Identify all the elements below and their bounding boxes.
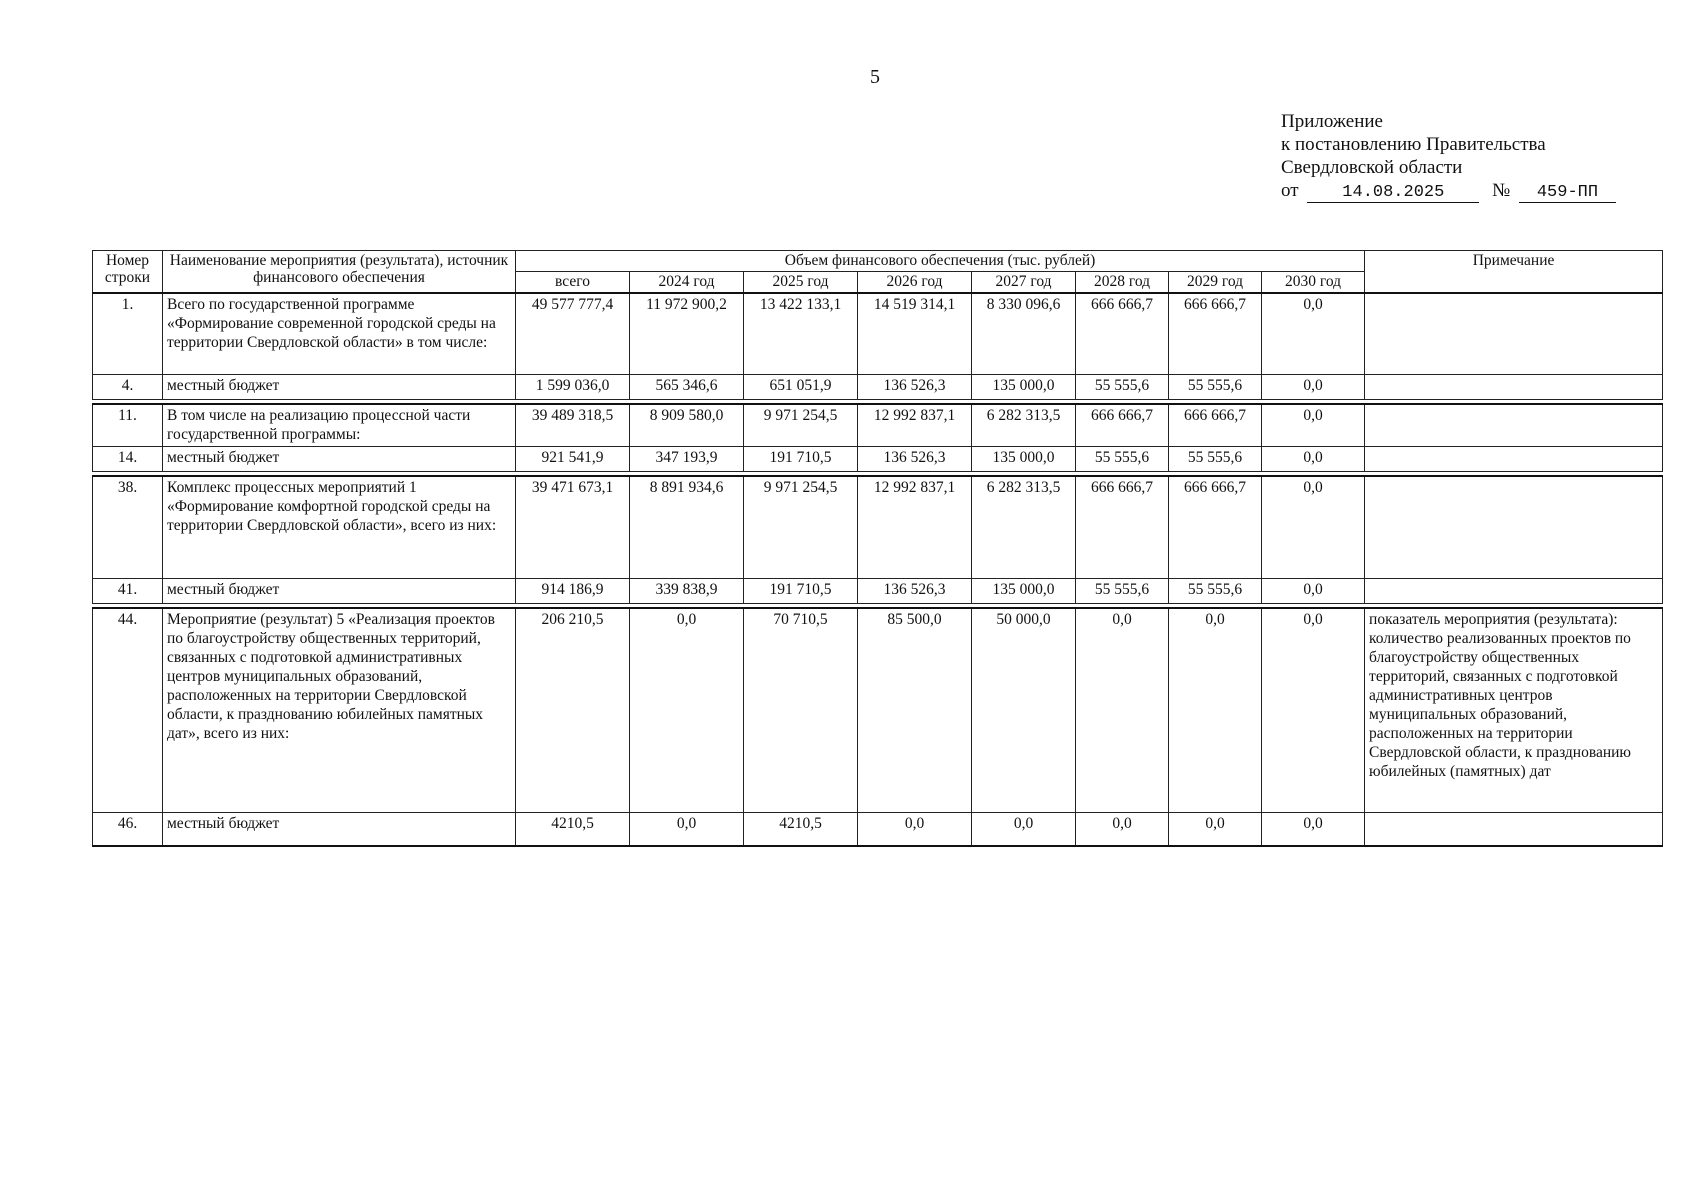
row-number: 11. — [93, 404, 163, 447]
appendix-line-2: к постановлению Правительства — [1281, 134, 1546, 155]
row-value-2025-год: 13 422 133,1 — [744, 293, 858, 375]
row-name: В том числе на реализацию процессной части государственной программы: — [163, 404, 516, 447]
table-row — [93, 813, 1663, 847]
decree-number: 459-ПП — [1519, 184, 1616, 203]
row-value-2028-год: 55 555,6 — [1076, 447, 1169, 472]
row-value-всего: 39 489 318,5 — [516, 404, 630, 447]
row-note — [1365, 293, 1663, 375]
row-value-всего: 921 541,9 — [516, 447, 630, 472]
row-value-2029-год: 55 555,6 — [1169, 579, 1262, 604]
row-value-2024-год: 339 838,9 — [630, 579, 744, 604]
row-note — [1365, 813, 1663, 847]
row-value-2028-год: 0,0 — [1076, 608, 1169, 813]
header-year-2028: 2028 год — [1076, 272, 1169, 294]
row-value-2025-год: 4210,5 — [744, 813, 858, 847]
table-row — [93, 404, 1663, 447]
financing-table — [92, 250, 1663, 847]
header-year-2024: 2024 год — [630, 272, 744, 294]
row-value-2027-год: 135 000,0 — [972, 375, 1076, 400]
row-value-всего: 4210,5 — [516, 813, 630, 847]
row-value-2024-год: 8 909 580,0 — [630, 404, 744, 447]
row-value-2027-год: 8 330 096,6 — [972, 293, 1076, 375]
row-value-2024-год: 0,0 — [630, 813, 744, 847]
table-row — [93, 375, 1663, 400]
row-value-2026-год: 12 992 837,1 — [858, 404, 972, 447]
row-name: Комплекс процессных мероприятий 1 «Формирование комфортной городской среды на территории Свердловской области», всего из них: — [163, 476, 516, 579]
row-value-2029-год: 0,0 — [1169, 813, 1262, 847]
number-label: № — [1492, 180, 1511, 201]
row-value-2024-год: 565 346,6 — [630, 375, 744, 400]
appendix-line-3: Свердловской области — [1281, 157, 1463, 178]
header-year-2027: 2027 год — [972, 272, 1076, 294]
header-year-total: всего — [516, 272, 630, 294]
appendix-block — [1281, 110, 1616, 203]
row-number: 38. — [93, 476, 163, 579]
row-value-2028-год: 666 666,7 — [1076, 476, 1169, 579]
row-value-2029-год: 0,0 — [1169, 608, 1262, 813]
row-value-2029-год: 666 666,7 — [1169, 476, 1262, 579]
decree-date: 14.08.2025 — [1307, 184, 1479, 203]
header-volume: Объем финансового обеспечения (тыс. рублей) — [516, 251, 1365, 272]
row-note — [1365, 579, 1663, 604]
row-note — [1365, 404, 1663, 447]
row-value-всего: 1 599 036,0 — [516, 375, 630, 400]
row-value-2027-год: 6 282 313,5 — [972, 404, 1076, 447]
row-value-2027-год: 135 000,0 — [972, 447, 1076, 472]
header-note: Примечание — [1365, 251, 1663, 294]
row-name: Всего по государственной программе «Формирование современной городской среды на территории Свердловской области» в том числе: — [163, 293, 516, 375]
row-note: показатель мероприятия (результата): количество реализованных проектов по благоустройству общественных территорий, связанных с подготовкой административных центров муниципальных образований, расположенных на территории Свердловской области, к празднованию юбилейных (памятных) дат — [1365, 608, 1663, 813]
header-name: Наименование мероприятия (результата), источник финансового обеспечения — [163, 251, 516, 294]
row-value-2026-год: 136 526,3 — [858, 447, 972, 472]
row-value-2030-год: 0,0 — [1262, 293, 1365, 375]
row-value-2030-год: 0,0 — [1262, 404, 1365, 447]
row-value-2029-год: 666 666,7 — [1169, 293, 1262, 375]
row-number: 41. — [93, 579, 163, 604]
header-year-2030: 2030 год — [1262, 272, 1365, 294]
appendix-title: Приложение — [1281, 111, 1383, 132]
table-row — [93, 447, 1663, 472]
header-year-2029: 2029 год — [1169, 272, 1262, 294]
row-name: местный бюджет — [163, 579, 516, 604]
row-value-2025-год: 9 971 254,5 — [744, 476, 858, 579]
row-value-2030-год: 0,0 — [1262, 476, 1365, 579]
row-value-2028-год: 55 555,6 — [1076, 579, 1169, 604]
header-row-number: Номер строки — [93, 251, 163, 294]
row-number: 4. — [93, 375, 163, 400]
table-row — [93, 293, 1663, 375]
row-note — [1365, 447, 1663, 472]
row-value-2025-год: 191 710,5 — [744, 579, 858, 604]
row-value-2025-год: 70 710,5 — [744, 608, 858, 813]
row-value-2030-год: 0,0 — [1262, 813, 1365, 847]
row-value-2026-год: 85 500,0 — [858, 608, 972, 813]
row-value-2026-год: 136 526,3 — [858, 579, 972, 604]
row-value-2030-год: 0,0 — [1262, 579, 1365, 604]
row-name: Мероприятие (результат) 5 «Реализация проектов по благоустройству общественных территорий, связанных с подготовкой административных центров муниципальных образований, расположенных на территории Свердловской области, к празднованию юбилейных памятных дат», всего из них: — [163, 608, 516, 813]
row-value-2024-год: 0,0 — [630, 608, 744, 813]
row-value-2029-год: 55 555,6 — [1169, 375, 1262, 400]
row-value-2025-год: 191 710,5 — [744, 447, 858, 472]
row-value-2028-год: 666 666,7 — [1076, 293, 1169, 375]
row-value-2027-год: 6 282 313,5 — [972, 476, 1076, 579]
row-value-2027-год: 135 000,0 — [972, 579, 1076, 604]
page-number: 5 — [870, 66, 880, 88]
row-value-2028-год: 55 555,6 — [1076, 375, 1169, 400]
row-value-2027-год: 0,0 — [972, 813, 1076, 847]
row-value-2024-год: 11 972 900,2 — [630, 293, 744, 375]
row-number: 44. — [93, 608, 163, 813]
row-value-2026-год: 0,0 — [858, 813, 972, 847]
row-value-2026-год: 14 519 314,1 — [858, 293, 972, 375]
row-value-2025-год: 651 051,9 — [744, 375, 858, 400]
row-value-2027-год: 50 000,0 — [972, 608, 1076, 813]
row-value-2029-год: 55 555,6 — [1169, 447, 1262, 472]
row-note — [1365, 476, 1663, 579]
header-year-2025: 2025 год — [744, 272, 858, 294]
row-name: местный бюджет — [163, 813, 516, 847]
row-value-всего: 49 577 777,4 — [516, 293, 630, 375]
row-value-2025-год: 9 971 254,5 — [744, 404, 858, 447]
row-value-2024-год: 347 193,9 — [630, 447, 744, 472]
row-value-2026-год: 136 526,3 — [858, 375, 972, 400]
row-value-2028-год: 666 666,7 — [1076, 404, 1169, 447]
row-name: местный бюджет — [163, 447, 516, 472]
row-value-2030-год: 0,0 — [1262, 375, 1365, 400]
row-value-2030-год: 0,0 — [1262, 608, 1365, 813]
from-label: от — [1281, 180, 1299, 201]
row-value-2026-год: 12 992 837,1 — [858, 476, 972, 579]
row-value-всего: 914 186,9 — [516, 579, 630, 604]
row-name: местный бюджет — [163, 375, 516, 400]
row-value-2024-год: 8 891 934,6 — [630, 476, 744, 579]
row-value-2029-год: 666 666,7 — [1169, 404, 1262, 447]
table-row — [93, 579, 1663, 604]
table-row — [93, 608, 1663, 813]
row-number: 46. — [93, 813, 163, 847]
header-year-2026: 2026 год — [858, 272, 972, 294]
row-note — [1365, 375, 1663, 400]
table-row — [93, 476, 1663, 579]
row-value-всего: 39 471 673,1 — [516, 476, 630, 579]
row-value-2030-год: 0,0 — [1262, 447, 1365, 472]
row-value-всего: 206 210,5 — [516, 608, 630, 813]
appendix-date-line — [1281, 179, 1616, 203]
row-number: 14. — [93, 447, 163, 472]
row-value-2028-год: 0,0 — [1076, 813, 1169, 847]
row-number: 1. — [93, 293, 163, 375]
